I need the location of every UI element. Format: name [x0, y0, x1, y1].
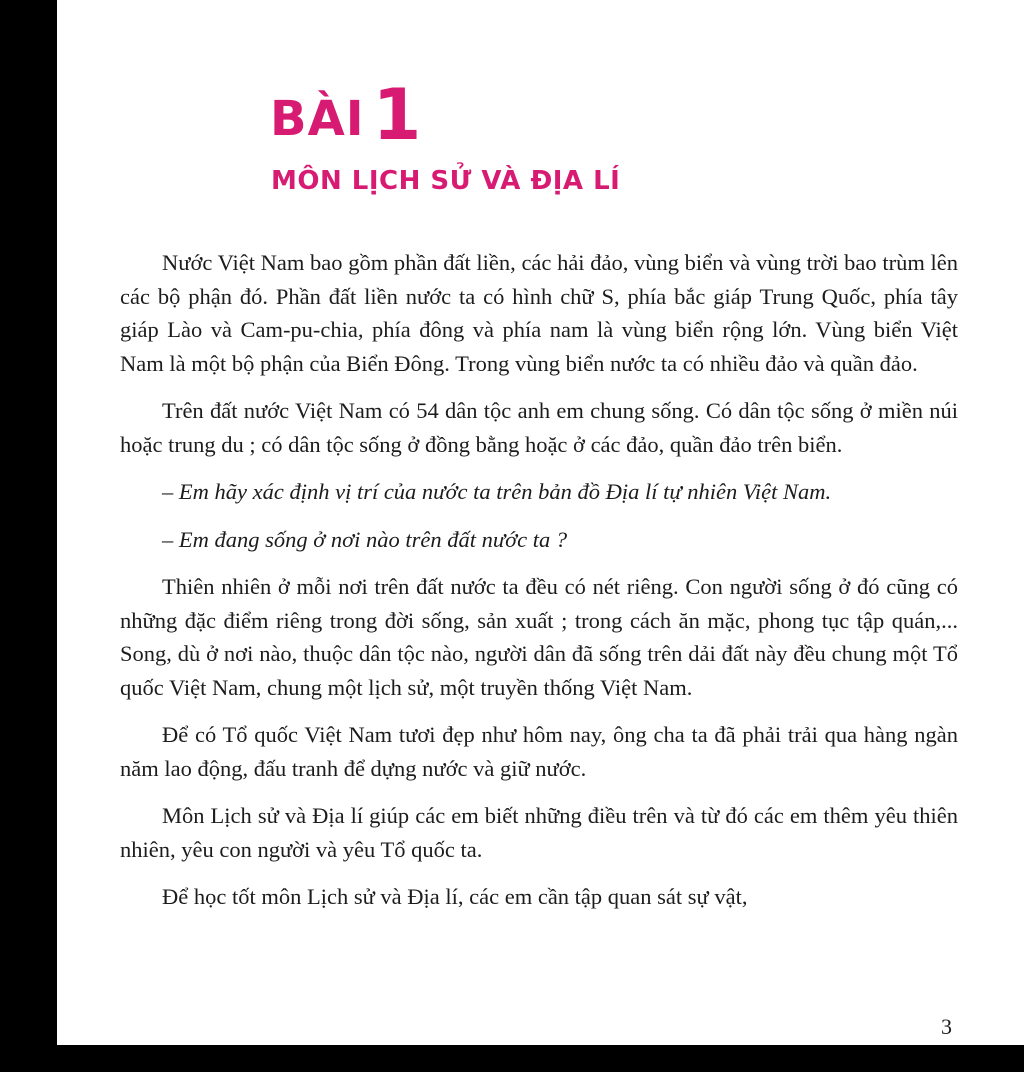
question-2: – Em đang sống ở nơi nào trên đất nước ta ?	[162, 526, 568, 552]
paragraph-2: Trên đất nước Việt Nam có 54 dân tộc anh em chung sống. Có dân tộc sống ở miền núi hoặc trung du ; có dân tộc sống ở đồng bằng hoặc ở các đảo, quần đảo trên biển.	[120, 398, 958, 457]
paragraph-5: Môn Lịch sử và Địa lí giúp các em biết những điều trên và từ đó các em thêm yêu thiên nhiên, yêu con người và yêu Tổ quốc ta.	[120, 803, 958, 862]
paragraph-3: Thiên nhiên ở mỗi nơi trên đất nước ta đều có nét riêng. Con người sống ở đó cũng có những đặc điểm riêng trong đời sống, sản xuất ; trong cách ăn mặc, phong tục tập quán,... Song, dù ở nơi nào, thuộc dân tộc nào, người dân đã sống trên dải đất này đều chung một Tổ quốc Việt Nam, chung một lịch sử, một truyền thống Việt Nam.	[120, 574, 958, 700]
lesson-body	[120, 246, 958, 928]
page-number: 3	[941, 1014, 952, 1039]
lesson-number: 1	[372, 74, 422, 156]
question-1: – Em hãy xác định vị trí của nước ta trên bản đồ Địa lí tự nhiên Việt Nam.	[162, 479, 832, 504]
left-border	[0, 0, 57, 1045]
paragraph-4: Để có Tổ quốc Việt Nam tươi đẹp như hôm nay, ông cha ta đã phải trải qua hàng ngàn năm lao động, đấu tranh để dựng nước và giữ nước.	[120, 722, 958, 781]
lesson-heading	[270, 74, 421, 156]
paragraph-1: Nước Việt Nam bao gồm phần đất liền, các hải đảo, vùng biển và vùng trời bao trùm lên các bộ phận đó. Phần đất liền nước ta có hình chữ S, phía bắc giáp Trung Quốc, phía tây giáp Lào và Cam-pu-chia, phía đông và phía nam là vùng biển rộng lớn. Vùng biển Việt Nam là một bộ phận của Biển Đông. Trong vùng biển nước ta có nhiều đảo và quần đảo.	[120, 250, 958, 376]
bottom-border	[0, 1045, 1024, 1072]
paragraph-6: Để học tốt môn Lịch sử và Địa lí, các em cần tập quan sát sự vật,	[162, 884, 748, 909]
book-page	[57, 0, 1024, 1045]
lesson-label: BÀI	[270, 91, 365, 147]
lesson-title: MÔN LỊCH SỬ VÀ ĐỊA LÍ	[271, 166, 621, 196]
